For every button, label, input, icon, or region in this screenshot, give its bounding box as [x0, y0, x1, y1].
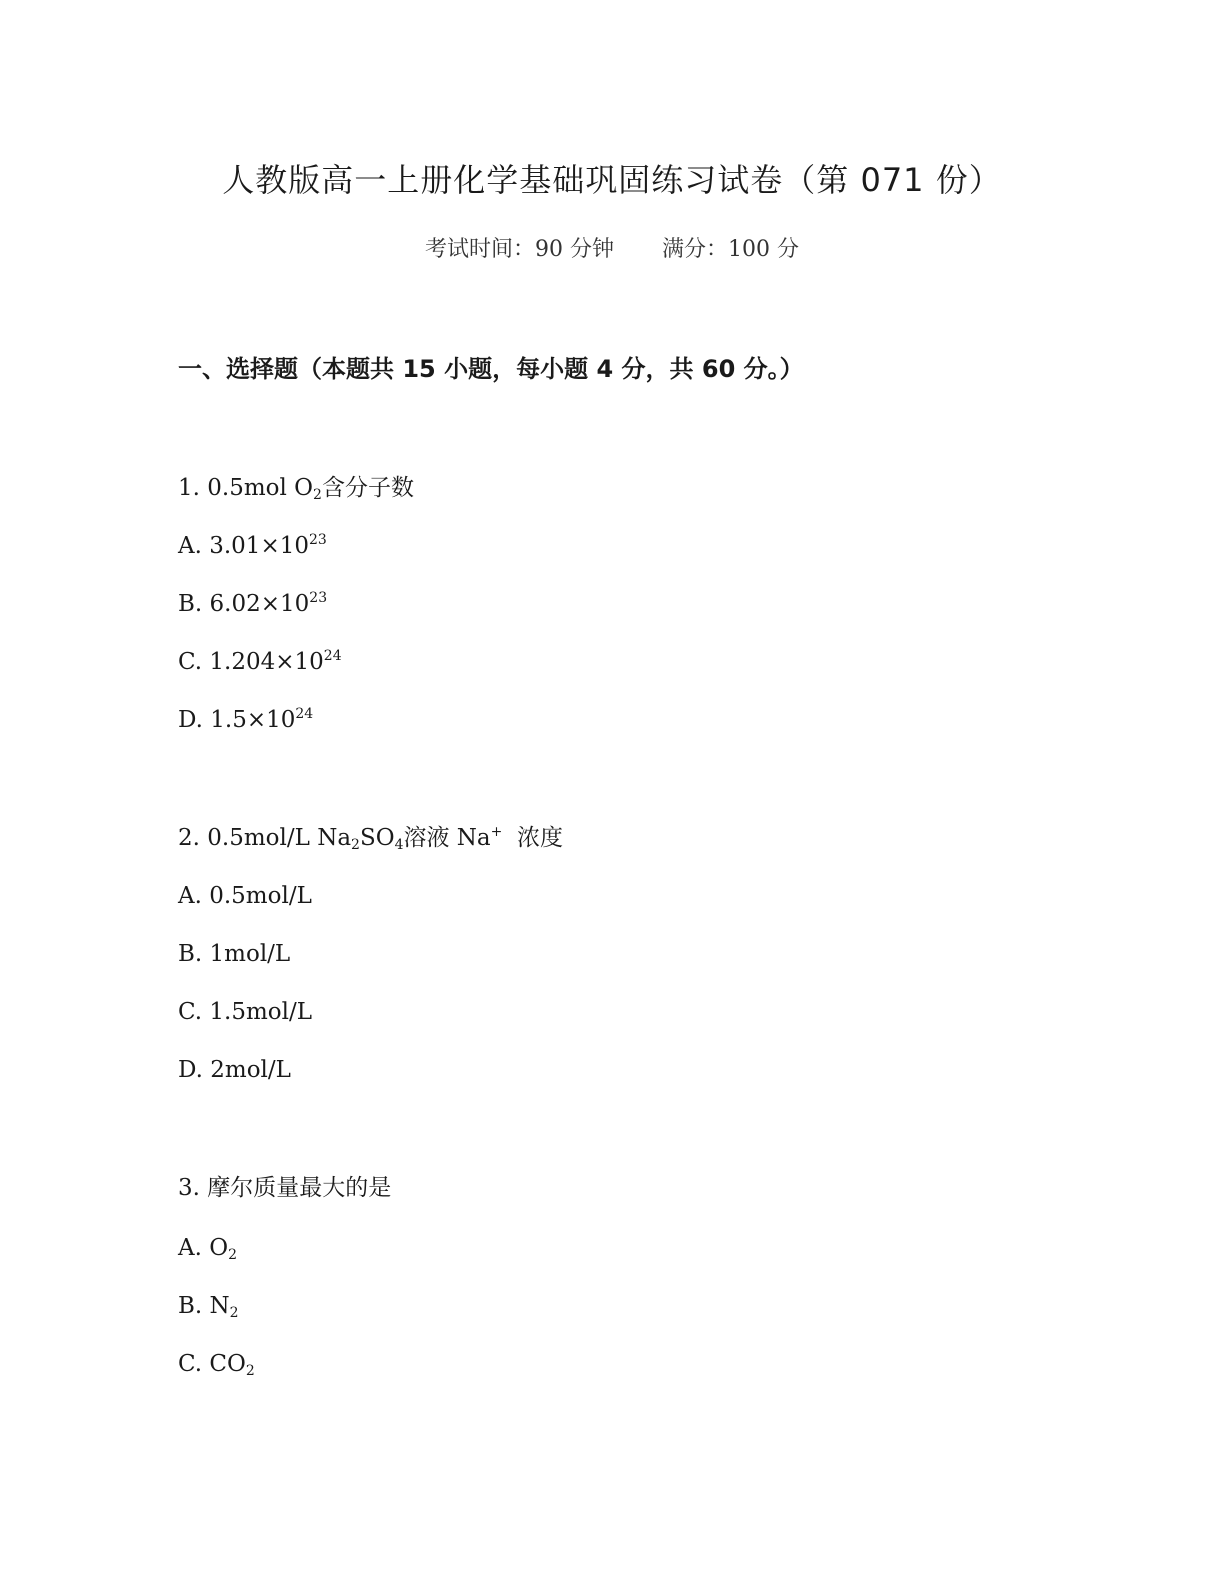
- question-2-option-c[interactable]: [178, 996, 312, 1028]
- exam-title: 人教版高一上册化学基础巩固练习试卷（第 071 份）: [222, 161, 1002, 199]
- question-text: [207, 825, 563, 851]
- option-text: [209, 649, 341, 675]
- mantissa: 1.204×10: [209, 649, 324, 675]
- question-1-option-a[interactable]: [178, 530, 327, 562]
- exponent: 24: [295, 706, 314, 722]
- subscript: 2: [313, 487, 322, 503]
- option-text: [209, 533, 327, 559]
- stem-part: 浓度: [517, 825, 564, 851]
- exponent: 23: [309, 590, 328, 606]
- exponent: 23: [308, 532, 327, 548]
- option-text: 0.5mol/L: [209, 883, 312, 909]
- question-number: 2.: [178, 825, 200, 851]
- question-2-option-d[interactable]: [178, 1054, 291, 1086]
- exam-info: [0, 234, 1224, 266]
- question-3-option-b[interactable]: [178, 1290, 239, 1322]
- section-heading: 一、选择题（本题共 15 小题，每小题 4 分，共 60 分。）: [178, 355, 804, 383]
- option-label: A.: [178, 1235, 202, 1261]
- question-text: 摩尔质量最大的是: [207, 1175, 392, 1201]
- stem-part: 含分子数: [321, 475, 414, 501]
- question-number: 1.: [178, 475, 200, 501]
- question-2-option-a[interactable]: [178, 880, 312, 912]
- question-1-option-b[interactable]: [178, 588, 327, 620]
- option-label: A.: [178, 883, 202, 909]
- superscript: +: [490, 824, 503, 840]
- subscript: 2: [228, 1247, 238, 1263]
- subscript: 2: [245, 1363, 255, 1379]
- mantissa: 3.01×10: [209, 533, 309, 559]
- question-3-option-a[interactable]: [178, 1232, 237, 1264]
- option-label: B.: [178, 941, 203, 967]
- option-text: [210, 707, 313, 733]
- option-label: B.: [178, 591, 203, 617]
- question-2-option-b[interactable]: [178, 938, 290, 970]
- option-text: [209, 1235, 237, 1261]
- subscript: 4: [394, 837, 404, 853]
- question-1-stem: [178, 472, 414, 504]
- option-text: [209, 1351, 254, 1377]
- subscript: 2: [229, 1305, 239, 1321]
- option-label: C.: [178, 999, 203, 1025]
- option-label: A.: [178, 533, 202, 559]
- stem-part: 0.5mol O: [207, 475, 314, 501]
- exam-full-score: 满分：100 分: [662, 237, 799, 262]
- option-label: D.: [178, 1057, 203, 1083]
- formula: N: [209, 1293, 230, 1319]
- option-text: 1.5mol/L: [209, 999, 313, 1025]
- stem-part: SO: [359, 825, 395, 851]
- subscript: 2: [351, 837, 360, 853]
- option-label: D.: [178, 707, 203, 733]
- stem-part: 0.5mol/L Na: [207, 825, 352, 851]
- exam-time: 考试时间：90 分钟: [425, 237, 614, 262]
- mantissa: 6.02×10: [209, 591, 310, 617]
- exponent: 24: [323, 648, 342, 664]
- option-label: C.: [178, 1351, 203, 1377]
- question-number: 3.: [178, 1175, 200, 1201]
- stem-part: 溶液 Na: [403, 825, 491, 851]
- question-2-stem: [178, 822, 563, 854]
- option-label: C.: [178, 649, 203, 675]
- option-text: [210, 1293, 239, 1319]
- question-1-option-c[interactable]: [178, 646, 342, 678]
- option-text: 2mol/L: [210, 1057, 291, 1083]
- option-label: B.: [178, 1293, 203, 1319]
- option-text: 1mol/L: [209, 941, 291, 967]
- formula: CO: [209, 1351, 246, 1377]
- question-text: [207, 475, 414, 501]
- formula: O: [209, 1235, 229, 1261]
- question-3-stem: [178, 1172, 391, 1204]
- question-1-option-d[interactable]: [178, 704, 313, 736]
- question-3-option-c[interactable]: [178, 1348, 255, 1380]
- mantissa: 1.5×10: [210, 707, 296, 733]
- option-text: [210, 591, 328, 617]
